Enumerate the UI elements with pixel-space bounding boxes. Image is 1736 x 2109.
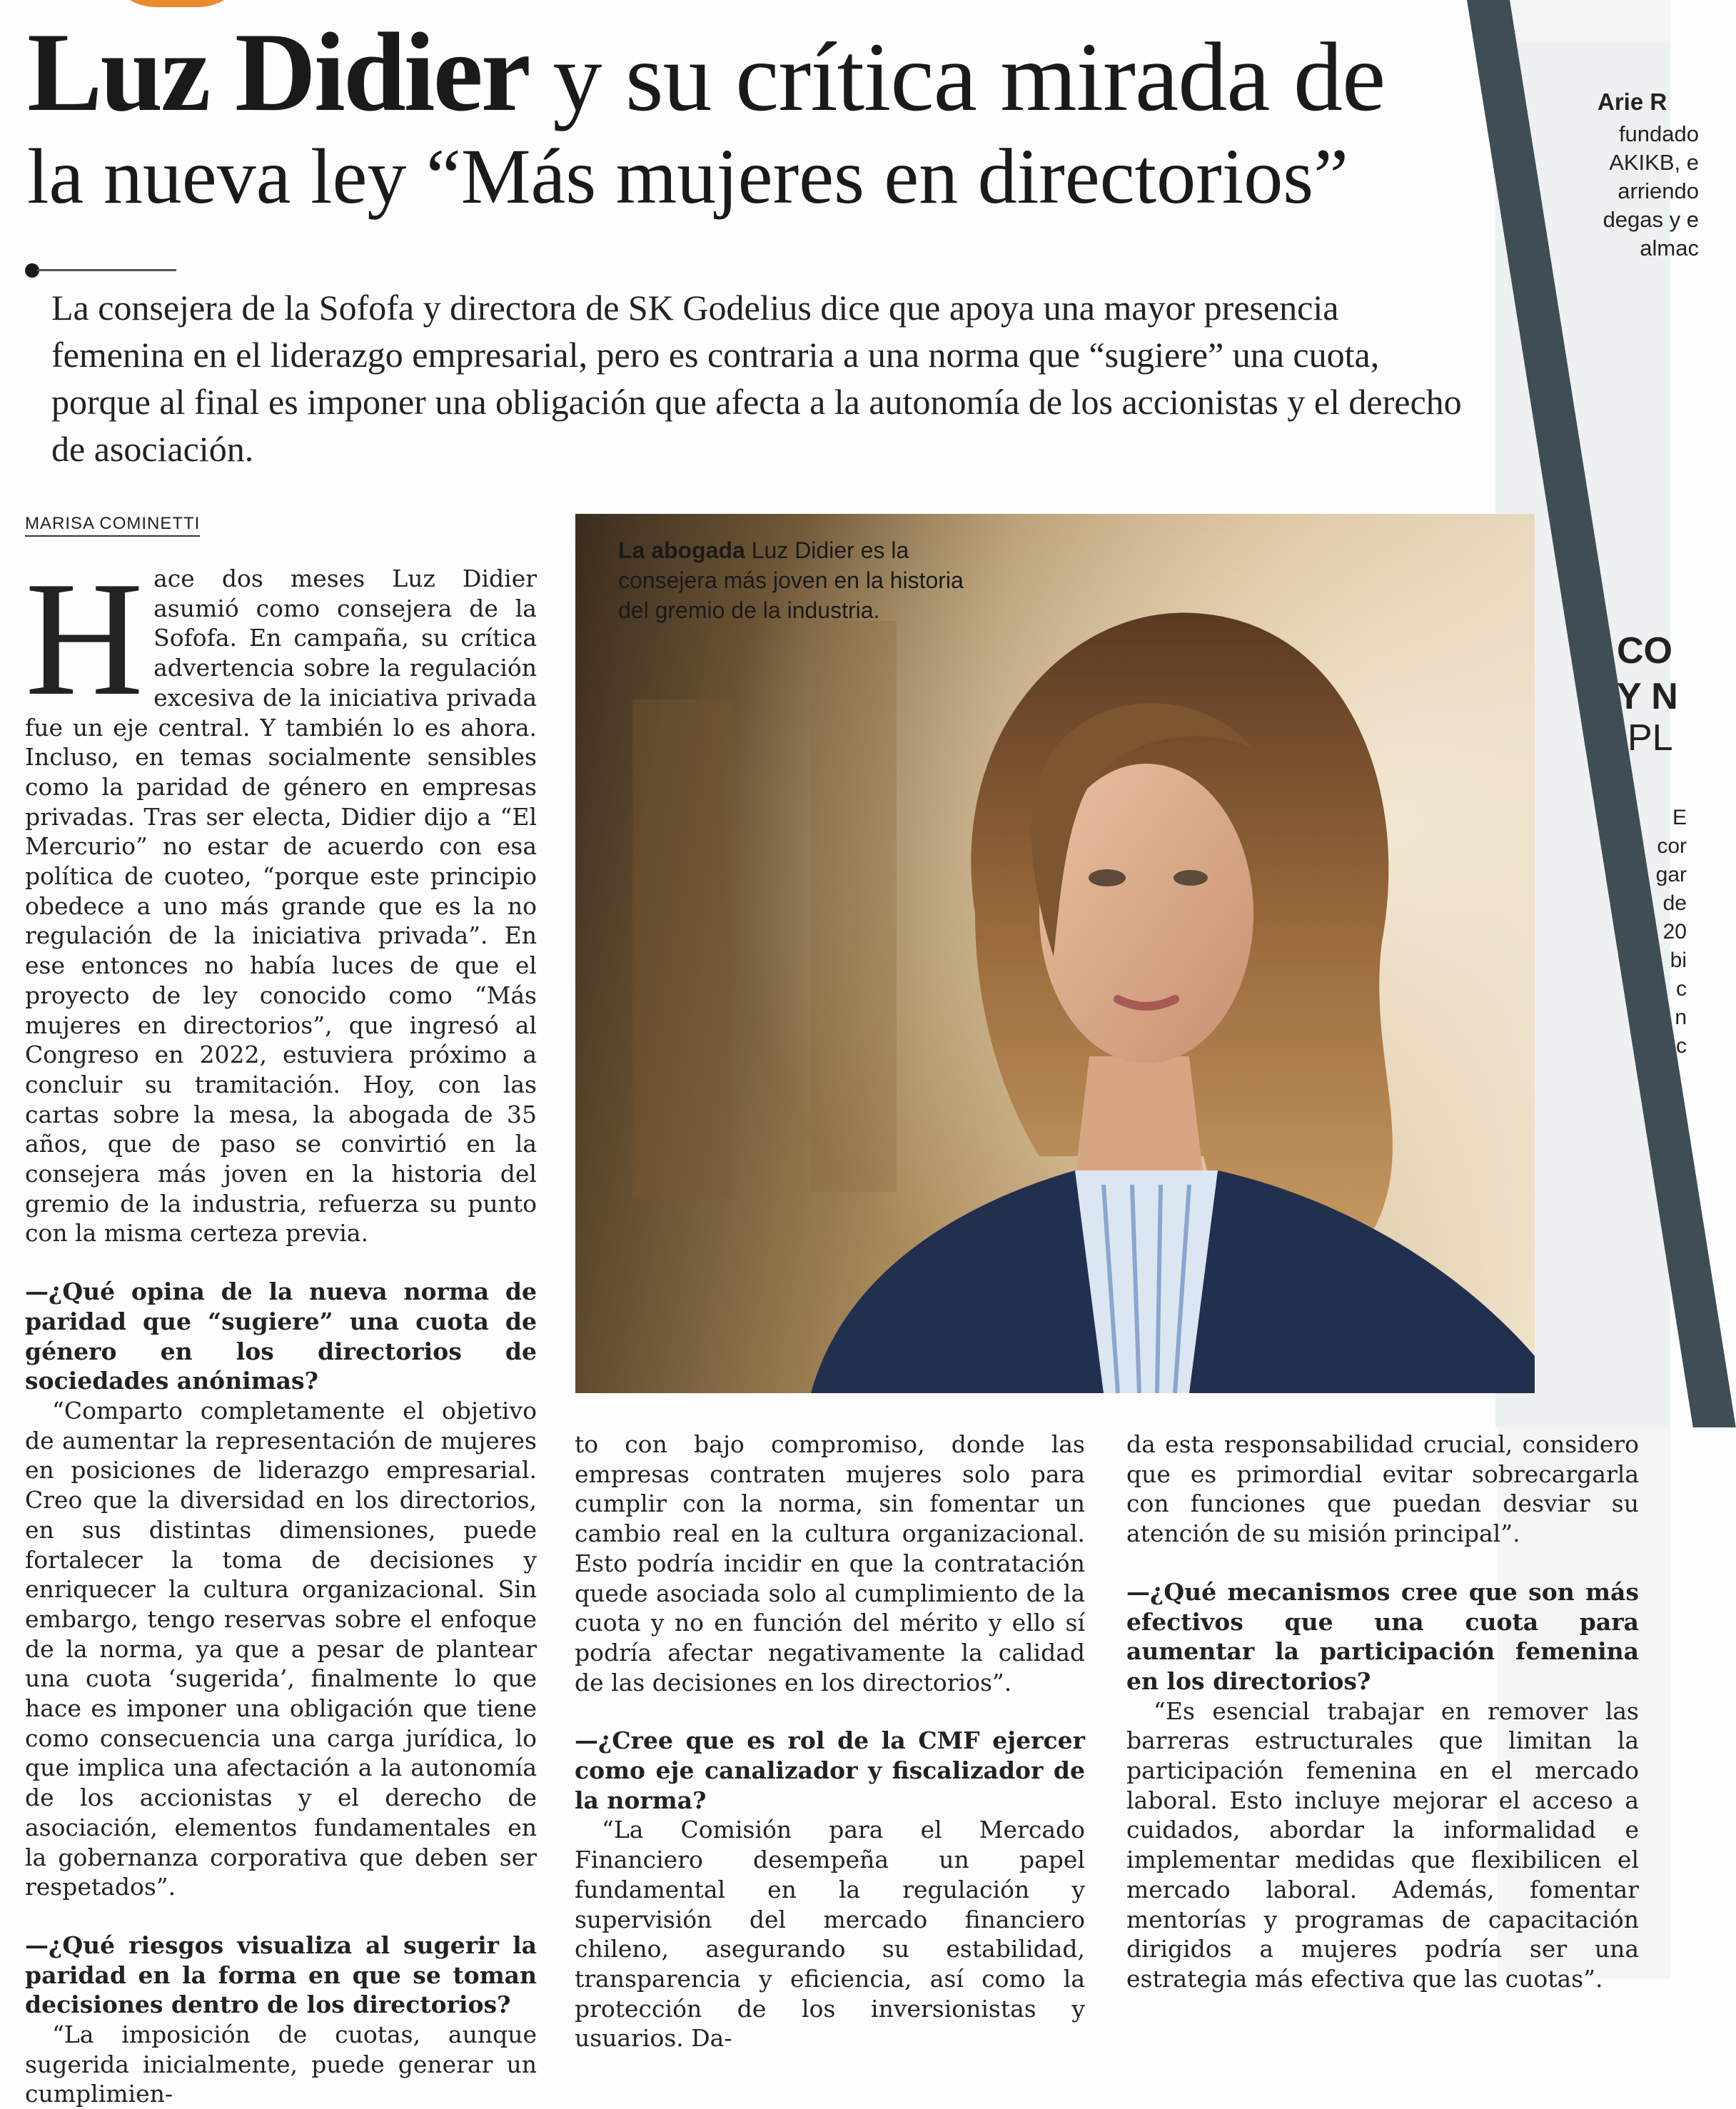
caption-bold: La abogada <box>618 537 745 563</box>
sidebar-small-line: cor <box>1657 834 1687 858</box>
answer-3-continued: da esta responsabilidad crucial, considero que es primordial evitar sobrecargarla con funciones que puedan desviar su atención de su misión principal”. <box>1126 1430 1639 1548</box>
sidebar-heading-line: Y N <box>1617 676 1678 717</box>
question-1: —¿Qué opina de la nueva norma de paridad que “sugiere” una cuota de género en los directorios de sociedades anónimas? <box>25 1278 537 1395</box>
article-column-2 <box>575 1430 1085 2053</box>
sidebar-small-line: E <box>1672 806 1687 829</box>
byline: MARISA COMINETTI <box>25 514 200 537</box>
eye <box>1174 870 1208 886</box>
sidebar-small-line: c <box>1676 1034 1687 1058</box>
sidebar-small-line: 20 <box>1662 920 1687 944</box>
headline-line-1 <box>27 10 1455 135</box>
sidebar-small-line: gar <box>1655 863 1687 886</box>
sidebar-line: degas y e <box>1603 207 1699 232</box>
neck <box>1075 1056 1203 1178</box>
photo-caption <box>618 535 989 625</box>
lead-rule <box>37 269 176 271</box>
sidebar-heading <box>1617 628 1678 719</box>
intro-text: ace dos meses Luz Didier asumió como consejera de la Sofofa. En campaña, su crítica advertencia sobre la regulación excesiva de la iniciativa privada fue un eje central. Y también lo es ahora. Incluso, en temas socialmente sensibles como la paridad de género en empresas privadas. Tras ser electa, Didier dijo a “El Mercurio” no estar de acuerdo con esa política de cuoteo, “porque este principio obedece a uno más grande que es la no regulación de la iniciativa privada”. En ese entonces no había luces de que el proyecto de ley conocido como “Más mujeres en directorios”, que ingresó al Congreso en 2022, estuviera próximo a concluir su tramitación. Hoy, con las cartas sobre la mesa, la abogada de 35 años, que de paso se convirtió en la consejera más joven en la historia del gremio de la industria, refuerza su punto con la misma certeza previa. <box>25 565 537 1248</box>
intro-paragraph <box>25 547 537 1248</box>
article-lead: La consejera de la Sofofa y directora de SK Godelius dice que apoya una mayor presencia femenina en el liderazgo empresarial, pero es contraria a una norma que “sugiere” una cuota, porque al final es imponer una obligación que afecta a la autonomía de los accionistas y el derecho de asociación. <box>51 288 1462 469</box>
sidebar-text-block <box>1556 120 1699 263</box>
article-headline <box>27 10 1455 223</box>
article-column-1 <box>25 547 537 2109</box>
sidebar-heading-line: CO <box>1617 630 1672 672</box>
sidebar-person-name: Arie R <box>1598 88 1667 115</box>
sidebar-small-line: de <box>1662 891 1687 915</box>
answer-4: “Es esencial trabajar en remover las barreras estructurales que limitan la participación femenina en el mercado laboral. Esto incluye mejorar el acceso a cuidados, abordar la informalidad e implementar medidas que flexibilicen el mercado laboral. Además, fomentar mentorías y programas de capacitación dirigidos a mujeres podría ser una estrategia más efectiva que las cuotas”. <box>1126 1696 1639 1993</box>
sidebar-subheading: PL <box>1628 717 1673 759</box>
sidebar-small-line: n <box>1675 1006 1687 1029</box>
sidebar-line: fundado <box>1618 121 1699 146</box>
sidebar-small-line: bi <box>1670 949 1687 972</box>
sidebar-small-text <box>1630 804 1687 1061</box>
sidebar-line: AKIKB, e <box>1609 150 1699 175</box>
sidebar-line: almac <box>1640 236 1699 261</box>
question-3: —¿Cree que es rol de la CMF ejercer como eje canalizador y fiscalizador de la norma? <box>575 1726 1085 1814</box>
answer-3-start: “La Comisión para el Mercado Financiero desempeña un papel fundamental en la regulación y supervisión del mercado financiero chileno, asegurando su estabilidad, transparencia y eficiencia, así como la protección de los inversionistas y usuarios. Da- <box>575 1816 1085 2053</box>
sidebar-small-line: c <box>1676 977 1687 1001</box>
portrait-illustration <box>575 514 1535 1393</box>
headline-name: Luz Didier <box>27 10 529 135</box>
section-logo-mark <box>106 0 248 7</box>
headline-rest: y su crítica mirada de <box>552 22 1386 131</box>
question-2: —¿Qué riesgos visualiza al sugerir la paridad en la forma en que se toman decisiones dentro de los directorios? <box>25 1931 537 2019</box>
article-photo <box>575 514 1535 1393</box>
background-pillar <box>632 699 732 1199</box>
drop-cap: H <box>25 547 144 729</box>
caption-text: Luz Didier es la consejera más joven en la historia del gremio de la industria. <box>618 537 964 623</box>
answer-1: “Comparto completamente el objetivo de aumentar la representación de mujeres en posiciones de liderazgo empresarial. Creo que la diversidad en los directorios, en sus distintas dimensiones, puede fortalecer la toma de decisiones y enriquecer la cultura organizacional. Sin embargo, tengo reservas sobre el enfoque de la norma, ya que a pesar de plantear una cuota ‘sugerida’, finalmente lo que hace es imponer una obligación que tiene como consecuencia una carga jurídica, lo que implica una afectación a la autonomía de los accionistas y el derecho de asociación, elementos fundamentales en la gobernanza corporativa que deben ser respetados”. <box>25 1396 537 1901</box>
sidebar-line: arriendo <box>1618 178 1699 203</box>
question-4: —¿Qué mecanismos cree que son más efectivos que una cuota para aumentar la participación femenina en los directorios? <box>1126 1577 1639 1695</box>
article-column-3 <box>1126 1430 1639 1994</box>
answer-2-start: “La imposición de cuotas, aunque sugerida inicialmente, puede generar un cumplimien- <box>25 2021 537 2108</box>
background-pillar <box>811 621 897 1192</box>
answer-2-continued: to con bajo compromiso, donde las empresas contraten mujeres solo para cumplir con la norma, sin fomentar un cambio real en la cultura organizacional. Esto podría incidir en que la contratación quede asociada solo al cumplimiento de la cuota y no en función del mérito y ello sí podría afectar negativamente la calidad de las decisiones en los directorios”. <box>575 1430 1085 1696</box>
eye <box>1089 869 1126 886</box>
headline-line-2: la nueva ley “Más mujeres en directorios” <box>27 133 1348 220</box>
